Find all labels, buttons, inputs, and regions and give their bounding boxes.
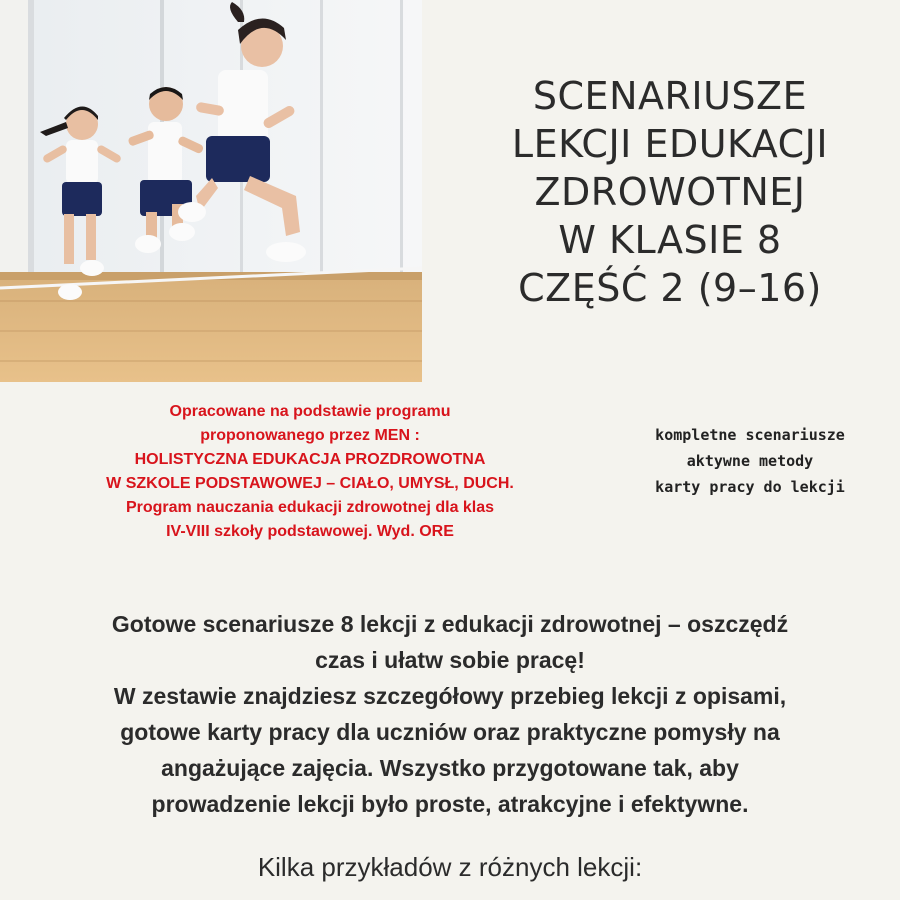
source-note-line: HOLISTYCZNA EDUKACJA PROZDROWOTNA (134, 451, 486, 468)
description-line: angażujące zajęcia. Wszystko przygotowane tak, aby (161, 755, 739, 781)
source-note-line: Program nauczania edukacji zdrowotnej dla klas (125, 499, 495, 516)
description-line: Gotowe scenariusze 8 lekcji z edukacji zdrowotnej – oszczędź (111, 611, 789, 637)
description-line: W zestawie znajdziesz szczegółowy przebieg lekcji z opisami, (113, 683, 787, 709)
title-line: LEKCJI EDUKACJI (511, 122, 829, 166)
description (10, 606, 890, 822)
description-line: gotowe karty pracy dla uczniów oraz praktyczne pomysły na (120, 719, 780, 745)
description-line: prowadzenie lekcji było proste, atrakcyjne i efektywne. (151, 791, 749, 817)
title-line: SCENARIUSZE (532, 74, 808, 118)
feature-item: kompletne scenariusze (655, 426, 845, 444)
features-list (600, 422, 900, 500)
source-note-line: W SZKOLE PODSTAWOWEJ – CIAŁO, UMYSŁ, DUCH. (106, 475, 514, 492)
feature-item: aktywne metody (686, 452, 814, 470)
page-title (440, 72, 900, 312)
feature-item: karty pracy do lekcji (655, 478, 845, 496)
source-note (30, 400, 590, 544)
children-jumping-photo (0, 0, 422, 382)
title-line: CZĘŚĆ 2 (9–16) (518, 266, 822, 310)
source-note-line: IV-VIII szkoły podstawowej. Wyd. ORE (166, 523, 454, 540)
title-line: ZDROWOTNEJ (534, 170, 806, 214)
source-note-line: proponowanego przez MEN : (200, 427, 420, 444)
title-line: W KLASIE 8 (558, 218, 782, 262)
examples-heading: Kilka przykładów z różnych lekcji: (257, 852, 643, 882)
source-note-line: Opracowane na podstawie programu (169, 403, 451, 420)
description-line: czas i ułatw sobie pracę! (315, 647, 585, 673)
